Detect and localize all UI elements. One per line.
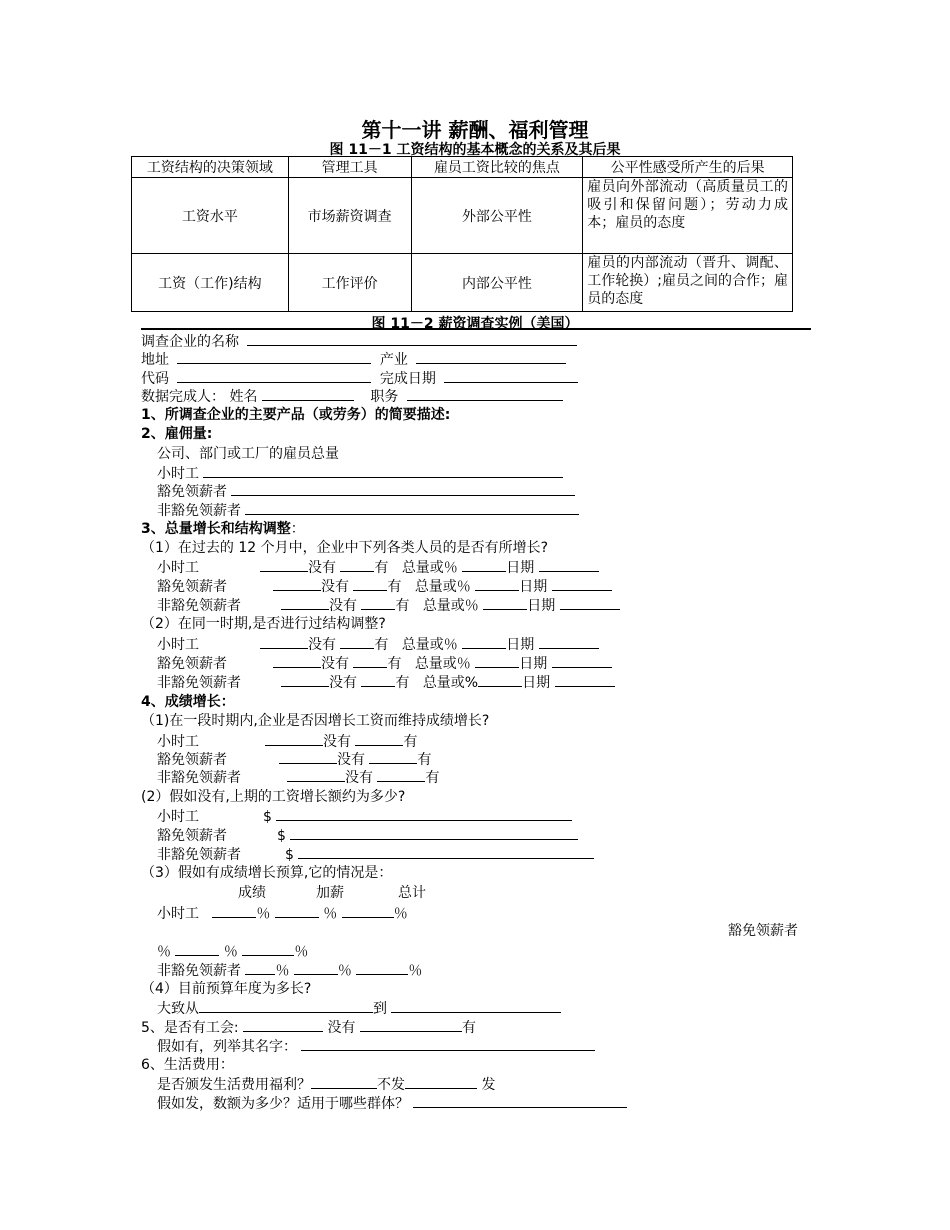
date-blank[interactable]	[555, 673, 615, 687]
label: 豁免领薪者	[157, 752, 227, 768]
address-line	[141, 350, 566, 369]
question-3-1: （1）在过去的 12 个月中，企业中下列各类人员的是否有所增长?	[141, 540, 549, 556]
benefit-no-blank[interactable]	[311, 1075, 377, 1089]
label: 豁免领薪者	[157, 484, 227, 500]
label: 没有	[308, 560, 336, 576]
yes-blank[interactable]	[369, 750, 417, 764]
label: 产业	[379, 352, 408, 368]
label: 小时工	[157, 734, 199, 750]
section-1-heading: 1、所调查企业的主要产品（或劳务）的简要描述:	[141, 407, 451, 423]
label: 总量或％	[414, 656, 471, 672]
label: 有	[403, 734, 418, 750]
q4-1-exempt-row	[157, 750, 431, 769]
label: ％	[294, 944, 309, 960]
label: 没有	[308, 637, 336, 653]
section-5-title: 5、是否有工会:	[141, 1020, 239, 1036]
label: 非豁免领薪者	[157, 770, 241, 786]
col-merit: 成绩	[238, 885, 266, 901]
label: 职务	[370, 389, 399, 405]
q4-2-hourly-row	[157, 807, 572, 826]
label: 没有	[323, 734, 351, 750]
table-header: 雇员工资比较的焦点	[411, 157, 583, 178]
industry-blank[interactable]	[416, 350, 566, 364]
q3-1-exempt-row	[157, 577, 612, 596]
label: 非豁免领薪者	[157, 598, 241, 614]
label: ％	[275, 963, 290, 979]
date-blank[interactable]	[552, 654, 612, 668]
q4-2-nonexempt-row	[157, 845, 594, 864]
label: 总量或％	[414, 579, 471, 595]
code-blank[interactable]	[177, 369, 371, 383]
q4-1-nonexempt-row	[157, 768, 439, 787]
total-blank[interactable]	[483, 596, 527, 610]
total-blank[interactable]	[242, 942, 294, 956]
label: 小时工	[157, 906, 199, 922]
col-raise: 加薪	[316, 885, 344, 901]
table-header: 公平性感受所产生的后果	[583, 157, 793, 178]
no-blank[interactable]	[265, 732, 323, 746]
label: 日期	[519, 656, 548, 672]
label: ％	[256, 906, 271, 922]
yes-blank[interactable]	[377, 768, 425, 782]
question-4-3: （3）假如有成绩增长预算,它的情况是：	[141, 865, 393, 881]
raise-blank[interactable]	[294, 961, 338, 975]
label: 没有	[329, 675, 357, 691]
benefit-amount-blank[interactable]	[413, 1094, 627, 1108]
hourly-total-line	[157, 464, 563, 483]
label: 总量或％	[401, 560, 458, 576]
from-blank[interactable]	[199, 999, 373, 1013]
q3-2-hourly-row	[157, 635, 599, 654]
completion-date-blank[interactable]	[444, 369, 578, 383]
nonexempt-total-blank[interactable]	[245, 501, 579, 515]
no-blank[interactable]	[281, 596, 329, 610]
q3-2-nonexempt-row	[157, 673, 615, 692]
raise-blank[interactable]	[275, 904, 319, 918]
label: 总量或％	[422, 598, 479, 614]
label: 日期	[506, 637, 535, 653]
section-4-heading	[141, 693, 235, 711]
no-blank[interactable]	[281, 673, 329, 687]
amount-blank[interactable]	[290, 826, 578, 840]
label: ％	[393, 906, 408, 922]
yes-blank[interactable]	[355, 732, 403, 746]
q3-1-hourly-row	[157, 558, 599, 577]
q4-3-hourly-row	[157, 904, 408, 923]
label: 没有	[321, 656, 349, 672]
label: 地址	[141, 352, 169, 368]
budget-period-row	[157, 999, 561, 1018]
label: 非豁免领薪者	[157, 503, 241, 519]
label: 数据完成人： 姓名	[141, 389, 258, 405]
label: 没有	[329, 598, 357, 614]
label: 小时工	[157, 560, 199, 576]
total-blank[interactable]	[356, 961, 408, 975]
label: 非豁免领薪者	[157, 963, 241, 979]
total-blank[interactable]	[478, 673, 522, 687]
date-blank[interactable]	[539, 635, 599, 649]
benefit-yes-blank[interactable]	[405, 1075, 477, 1089]
label: ％	[157, 944, 171, 960]
col-benefit-row	[157, 1075, 495, 1094]
label: 豁免领薪者	[157, 656, 227, 672]
question-4-1: （1)在一段时期内,企业是否因增长工资而维持成绩增长?	[141, 713, 490, 729]
label: 代码	[141, 371, 169, 387]
total-blank[interactable]	[462, 635, 506, 649]
label: $	[285, 847, 294, 863]
q4-3-exempt-label: 豁免领薪者	[728, 923, 798, 939]
label: ％	[223, 944, 238, 960]
union-names-row	[157, 1037, 595, 1056]
exempt-total-blank[interactable]	[231, 482, 575, 496]
section-4-title: 4、成绩增长	[141, 694, 221, 710]
label: 有	[387, 656, 402, 672]
question-4-4: （4）目前预算年度为多长?	[141, 981, 312, 997]
label: 日期	[522, 675, 551, 691]
label: 有	[374, 560, 389, 576]
merit-blank[interactable]	[212, 904, 256, 918]
table-row	[132, 178, 793, 254]
no-blank[interactable]	[260, 635, 308, 649]
union-yes-blank[interactable]	[360, 1018, 462, 1032]
exempt-total-line	[157, 482, 575, 501]
divider	[141, 328, 811, 330]
table-cell: 雇员的内部流动（晋升、调配、工作轮换）;雇员之间的合作；雇员的态度	[583, 254, 793, 312]
label: ％	[408, 963, 423, 979]
label: 日期	[506, 560, 535, 576]
total-blank[interactable]	[462, 558, 506, 572]
figure-11-1-caption: 图 11－1 工资结构的基本概念的关系及其后果	[329, 142, 621, 158]
total-blank[interactable]	[342, 904, 394, 918]
col-benefit-amount-row	[157, 1094, 627, 1113]
label: 小时工	[157, 809, 199, 825]
amount-blank[interactable]	[298, 845, 594, 859]
label: 总量或%	[422, 675, 479, 691]
label: 到	[373, 1001, 387, 1017]
colon: ：	[220, 694, 235, 710]
company-name-line	[141, 332, 577, 351]
label: 有	[374, 637, 389, 653]
label: 完成日期	[379, 371, 436, 387]
table-header-row	[132, 157, 793, 178]
label: 小时工	[157, 637, 199, 653]
company-name-blank[interactable]	[247, 332, 577, 346]
label: 非豁免领薪者	[157, 675, 241, 691]
filler-name-blank[interactable]	[262, 387, 354, 401]
table-cell: 市场薪资调查	[288, 178, 411, 254]
no-blank[interactable]	[287, 768, 345, 782]
colon: ：	[290, 521, 305, 537]
section-2-heading: 2、雇佣量:	[141, 426, 213, 442]
label: 大致从	[157, 1001, 199, 1017]
no-blank[interactable]	[273, 654, 321, 668]
label: 有	[387, 579, 402, 595]
total-blank[interactable]	[475, 577, 519, 591]
amount-blank[interactable]	[276, 807, 572, 821]
code-line	[141, 369, 578, 388]
q4-3-nonexempt-row	[157, 961, 422, 980]
hourly-total-blank[interactable]	[203, 464, 563, 478]
table-header: 管理工具	[288, 157, 411, 178]
table-cell: 工资（工作)结构	[132, 254, 289, 312]
section-6-heading: 6、生活费用：	[141, 1057, 234, 1073]
q3-1-nonexempt-row	[157, 596, 620, 615]
label: 有	[425, 770, 440, 786]
label: 有	[417, 752, 432, 768]
no-blank[interactable]	[260, 558, 308, 572]
col-total: 总计	[398, 885, 426, 901]
table-cell: 外部公平性	[411, 178, 583, 254]
label: 日期	[519, 579, 548, 595]
label: 没有	[327, 1020, 356, 1036]
section-5-row	[141, 1018, 476, 1037]
label: 假如发，数额为多少？适用于哪些群体？	[157, 1096, 409, 1112]
q4-3-exempt-row	[157, 942, 308, 961]
merit-blank[interactable]	[245, 961, 275, 975]
yes-blank[interactable]	[353, 577, 387, 591]
total-blank[interactable]	[475, 654, 519, 668]
section-3-heading	[141, 520, 305, 538]
question-4-2: (2）假如没有,上期的工资增长额约为多少?	[141, 789, 406, 805]
date-blank[interactable]	[552, 577, 612, 591]
yes-blank[interactable]	[340, 635, 374, 649]
table-cell: 内部公平性	[411, 254, 583, 312]
address-blank[interactable]	[177, 350, 371, 364]
figure-11-2-caption: 图 11－2 薪资调查实例（美国）	[371, 316, 579, 332]
wage-structure-table	[131, 156, 793, 312]
table-cell: 雇员向外部流动（高质量员工的吸引和保留问题）；劳动力成本；雇员的态度	[583, 178, 793, 254]
yes-blank[interactable]	[340, 558, 374, 572]
nonexempt-total-line	[157, 501, 579, 520]
label: 不发	[377, 1077, 405, 1093]
label: 没有	[321, 579, 349, 595]
label: ％	[323, 906, 338, 922]
to-blank[interactable]	[391, 999, 561, 1013]
yes-blank[interactable]	[361, 596, 395, 610]
page-title: 第十一讲 薪酬、福利管理	[361, 118, 589, 142]
date-blank[interactable]	[560, 596, 620, 610]
label: 没有	[345, 770, 373, 786]
label: 有	[395, 675, 410, 691]
table-cell: 工作评价	[288, 254, 411, 312]
label: 调查企业的名称	[141, 334, 239, 350]
q3-2-exempt-row	[157, 654, 612, 673]
label: 小时工	[157, 466, 199, 482]
label: 豁免领薪者	[157, 828, 227, 844]
raise-blank[interactable]	[175, 942, 219, 956]
question-3-2: （2）在同一时期,是否进行过结构调整?	[141, 616, 386, 632]
label: 有	[395, 598, 410, 614]
table-header: 工资结构的决策领域	[132, 157, 289, 178]
position-blank[interactable]	[407, 387, 563, 401]
label: ％	[337, 963, 352, 979]
q4-1-hourly-row	[157, 732, 417, 751]
q4-2-exempt-row	[157, 826, 578, 845]
label: 非豁免领薪者	[157, 847, 241, 863]
label: 发	[481, 1077, 496, 1093]
yes-blank[interactable]	[353, 654, 387, 668]
label: $	[263, 809, 272, 825]
union-no-blank[interactable]	[243, 1018, 323, 1032]
label: 总量或％	[401, 637, 458, 653]
section-3-title: 3、总量增长和结构调整	[141, 521, 291, 537]
employee-total-label: 公司、部门或工厂的雇员总量	[157, 446, 339, 462]
no-blank[interactable]	[279, 750, 337, 764]
table-row	[132, 254, 793, 312]
filler-line	[141, 387, 563, 406]
label: 没有	[337, 752, 365, 768]
label: $	[277, 828, 286, 844]
label: 豁免领薪者	[157, 579, 227, 595]
label: 日期	[527, 598, 556, 614]
yes-blank[interactable]	[361, 673, 395, 687]
date-blank[interactable]	[539, 558, 599, 572]
no-blank[interactable]	[273, 577, 321, 591]
table-cell: 工资水平	[132, 178, 289, 254]
label: 假如有，列举其名字：	[157, 1039, 297, 1055]
label: 是否颁发生活费用福利？	[157, 1077, 311, 1093]
union-names-blank[interactable]	[301, 1037, 595, 1051]
label: 有	[461, 1020, 476, 1036]
